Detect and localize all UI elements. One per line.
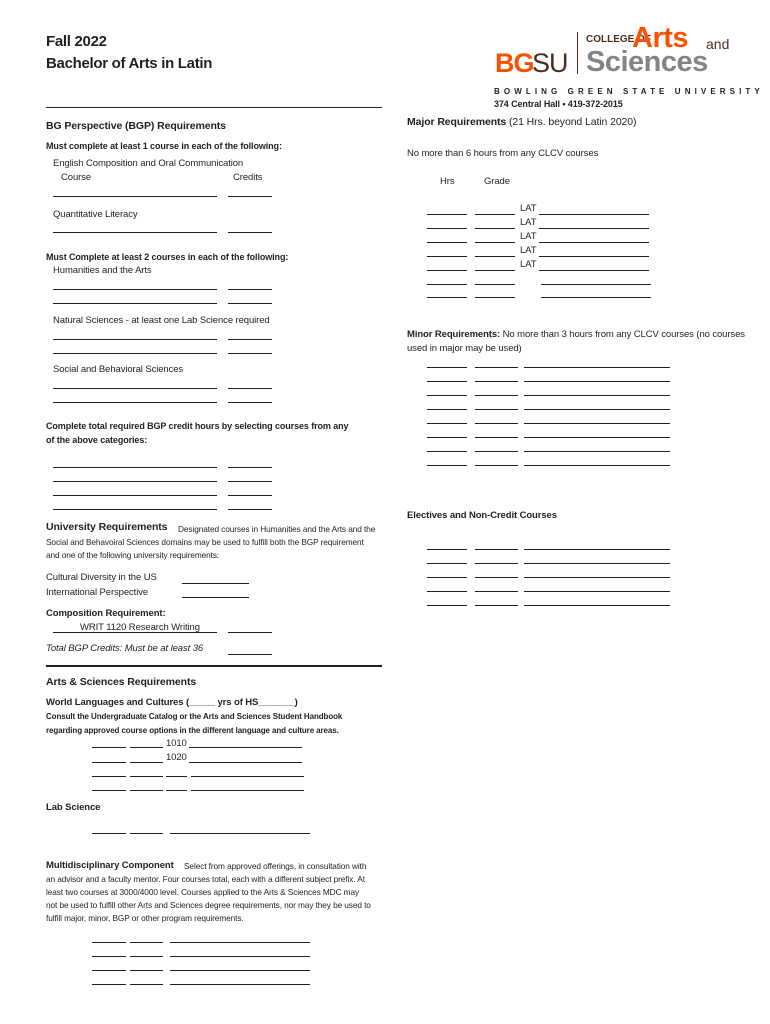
minor-hrs-line-6[interactable] <box>427 437 467 438</box>
any-course-line-3[interactable] <box>53 495 217 496</box>
any-credits-line-2[interactable] <box>228 481 272 482</box>
header-rule <box>46 107 382 108</box>
mdc-line-4: not be used to fulfill other Arts and Sciences degree requirements, nor may they be used to <box>46 900 371 910</box>
logo-arts: Arts <box>632 22 689 54</box>
mdc-line-1c[interactable] <box>170 942 310 943</box>
minor-grade-line-8[interactable] <box>475 465 518 466</box>
term-title: Fall 2022 <box>46 33 107 50</box>
consult-line-1: Consult the Undergraduate Catalog or the Arts and Sciences Student Handbook <box>46 712 343 721</box>
logo-university-name: BOWLING GREEN STATE UNIVERSITY <box>494 87 764 96</box>
major-hrs-line-4[interactable] <box>427 256 467 257</box>
elective-course-line-5[interactable] <box>524 605 670 606</box>
major-course-line-2[interactable] <box>539 228 649 229</box>
elective-course-line-4[interactable] <box>524 591 670 592</box>
elective-hrs-line-2[interactable] <box>427 563 467 564</box>
mdc-line-3a[interactable] <box>92 970 126 971</box>
logo-college-of: COLLEGE OF <box>586 34 651 45</box>
logo-sciences: Sciences <box>586 46 708 78</box>
mdc-title: Multidisciplinary Component <box>46 860 174 871</box>
major-hrs-line-3[interactable] <box>427 242 467 243</box>
mdc-line-4a[interactable] <box>92 984 126 985</box>
section-divider <box>46 665 382 667</box>
social-credits-line-2[interactable] <box>228 402 272 403</box>
minor-course-line-8[interactable] <box>524 465 670 466</box>
minor-grade-line-4[interactable] <box>475 409 518 410</box>
minor-course-line-2[interactable] <box>524 381 670 382</box>
natural-course-line-1[interactable] <box>53 339 217 340</box>
humanities-credits-line-1[interactable] <box>228 289 272 290</box>
international-label: International Perspective <box>46 587 149 598</box>
mdc-line-3b[interactable] <box>130 970 163 971</box>
minor-heading <box>407 329 745 340</box>
minor-course-line-3[interactable] <box>524 395 670 396</box>
lang-line-2b[interactable] <box>130 762 163 763</box>
minor-course-line-4[interactable] <box>524 409 670 410</box>
lab-line-a[interactable] <box>92 833 126 834</box>
minor-grade-line-3[interactable] <box>475 395 518 396</box>
major-grade-line-7[interactable] <box>475 297 515 298</box>
lang-line-2a[interactable] <box>92 762 126 763</box>
quant-course-line[interactable] <box>53 232 217 233</box>
mdc-line-5: fulfill major, minor, BGP or other program requirements. <box>46 913 244 923</box>
quant-label: Quantitative Literacy <box>53 209 138 220</box>
university-desc-2: Social and Behavoiral Sciences domains may be used to fulfill both the BGP requirement <box>46 537 364 547</box>
major-title: Major Requirements <box>407 116 507 128</box>
total-bgp-line[interactable] <box>228 654 272 655</box>
elective-grade-line-3[interactable] <box>475 577 518 578</box>
lang-line-2c[interactable] <box>189 762 302 763</box>
arts-sciences-title: Arts & Sciences Requirements <box>46 676 197 688</box>
elective-grade-line-5[interactable] <box>475 605 518 606</box>
consult-line-2: regarding approved course options in the different language and culture areas. <box>46 726 339 735</box>
major-hrs-line-2[interactable] <box>427 228 467 229</box>
lang-line-4b[interactable] <box>130 790 163 791</box>
mdc-line-4b[interactable] <box>130 984 163 985</box>
major-hours: (21 Hrs. beyond Latin 2020) <box>508 116 637 128</box>
natural-course-line-2[interactable] <box>53 353 217 354</box>
course-1020-label: 1020 <box>166 752 187 763</box>
lab-line-c[interactable] <box>170 833 310 834</box>
major-hrs-line-1[interactable] <box>427 214 467 215</box>
lang-line-4a[interactable] <box>92 790 126 791</box>
natural-credits-line-2[interactable] <box>228 353 272 354</box>
lang-line-1b[interactable] <box>130 747 163 748</box>
university-desc-1: Designated courses in Humanities and the Arts and the <box>178 524 376 534</box>
minor-note-1: No more than 3 hours from any CLCV courses (no courses <box>502 329 745 340</box>
elective-grade-line-1[interactable] <box>475 549 518 550</box>
elective-course-line-3[interactable] <box>524 577 670 578</box>
lang-line-3a[interactable] <box>92 776 126 777</box>
hrs-col-label: Hrs <box>440 176 455 187</box>
major-course-line-4[interactable] <box>539 256 649 257</box>
cultural-diversity-line[interactable] <box>182 583 249 584</box>
minor-course-line-6[interactable] <box>524 437 670 438</box>
elective-course-line-1[interactable] <box>524 549 670 550</box>
any-course-line-1[interactable] <box>53 467 217 468</box>
lang-line-3d[interactable] <box>191 776 304 777</box>
total-bgp-label: Total BGP Credits: Must be at least 36 <box>46 643 204 654</box>
social-course-line-2[interactable] <box>53 402 217 403</box>
english-comp-label: English Composition and Oral Communication <box>53 158 244 169</box>
minor-hrs-line-4[interactable] <box>427 409 467 410</box>
major-course-line-5[interactable] <box>539 270 649 271</box>
minor-note-2: used in major may be used) <box>407 343 522 354</box>
lang-line-4c[interactable] <box>166 790 187 791</box>
writ-1120-label: WRIT 1120 Research Writing <box>80 622 200 633</box>
minor-hrs-line-8[interactable] <box>427 465 467 466</box>
minor-course-line-7[interactable] <box>524 451 670 452</box>
minor-grade-line-5[interactable] <box>475 423 518 424</box>
minor-hrs-line-5[interactable] <box>427 423 467 424</box>
minor-course-line-1[interactable] <box>524 367 670 368</box>
minor-grade-line-7[interactable] <box>475 451 518 452</box>
lang-line-3b[interactable] <box>130 776 163 777</box>
natural-sciences-label: Natural Sciences - at least one Lab Science required <box>53 315 270 326</box>
address-line: 374 Central Hall • 419-372-2015 <box>494 99 623 109</box>
minor-title: Minor Requirements: <box>407 329 501 340</box>
elective-hrs-line-4[interactable] <box>427 591 467 592</box>
logo-bg: BG <box>495 48 534 78</box>
social-credits-line-1[interactable] <box>228 388 272 389</box>
complete-total-line-1: Complete total required BGP credit hours by selecting courses from any <box>46 421 349 431</box>
major-course-line-6[interactable] <box>541 284 651 285</box>
any-course-line-4[interactable] <box>53 509 217 510</box>
course-col-label: Course <box>61 172 92 183</box>
mdc-line-4c[interactable] <box>170 984 310 985</box>
mdc-line-3c[interactable] <box>170 970 310 971</box>
lang-line-3c[interactable] <box>166 776 187 777</box>
major-course-line-3[interactable] <box>539 242 649 243</box>
credits-col-label: Credits <box>233 172 263 183</box>
mdc-line-1: Select from approved offerings, in consultation with <box>184 861 367 871</box>
social-course-line-1[interactable] <box>53 388 217 389</box>
major-heading <box>407 117 636 128</box>
major-grade-line-3[interactable] <box>475 242 515 243</box>
minor-hrs-line-7[interactable] <box>427 451 467 452</box>
bgp-must-one: Must complete at least 1 course in each of the following: <box>46 141 282 151</box>
major-course-line-7[interactable] <box>541 297 651 298</box>
english-course-line[interactable] <box>53 196 217 197</box>
course-1010-label: 1010 <box>166 738 187 749</box>
logo-and: and <box>706 36 730 52</box>
university-title: University Requirements <box>46 521 168 533</box>
lab-science-label: Lab Science <box>46 802 101 813</box>
minor-hrs-line-2[interactable] <box>427 381 467 382</box>
mdc-line-2a[interactable] <box>92 956 126 957</box>
minor-hrs-line-3[interactable] <box>427 395 467 396</box>
major-prefix-2: LAT <box>520 217 537 228</box>
major-grade-line-5[interactable] <box>475 270 515 271</box>
minor-grade-line-2[interactable] <box>475 381 518 382</box>
elective-hrs-line-1[interactable] <box>427 549 467 550</box>
lang-line-1a[interactable] <box>92 747 126 748</box>
mdc-line-3: least two courses at 3000/4000 level. Courses applied to the Arts & Sciences MDC may <box>46 887 360 897</box>
major-prefix-3: LAT <box>520 231 537 242</box>
humanities-course-line-1[interactable] <box>53 289 217 290</box>
major-note: No more than 6 hours from any CLCV courses <box>407 148 599 159</box>
any-credits-line-4[interactable] <box>228 509 272 510</box>
lang-line-4d[interactable] <box>191 790 304 791</box>
social-sciences-label: Social and Behavioral Sciences <box>53 364 184 375</box>
any-credits-line-1[interactable] <box>228 467 272 468</box>
international-line[interactable] <box>182 597 249 598</box>
logo-su: SU <box>532 48 568 78</box>
mdc-line-1a[interactable] <box>92 942 126 943</box>
lab-line-b[interactable] <box>130 833 163 834</box>
mdc-line-2c[interactable] <box>170 956 310 957</box>
major-grade-line-4[interactable] <box>475 256 515 257</box>
composition-label: Composition Requirement: <box>46 608 166 619</box>
minor-grade-line-6[interactable] <box>475 437 518 438</box>
elective-grade-line-2[interactable] <box>475 563 518 564</box>
natural-credits-line-1[interactable] <box>228 339 272 340</box>
major-grade-line-2[interactable] <box>475 228 515 229</box>
english-credits-line[interactable] <box>228 196 272 197</box>
major-prefix-4: LAT <box>520 245 537 256</box>
quant-credits-line[interactable] <box>228 232 272 233</box>
logo-divider <box>577 32 578 74</box>
electives-title: Electives and Non-Credit Courses <box>407 510 557 521</box>
bgp-must-two: Must Complete at least 2 courses in each of the following: <box>46 252 289 262</box>
major-grade-line-6[interactable] <box>475 284 515 285</box>
elective-hrs-line-5[interactable] <box>427 605 467 606</box>
world-languages-label: World Languages and Cultures (_____ yrs of HS_______) <box>46 697 298 708</box>
mdc-line-2: an advisor and a faculty mentor. Four courses total, each with a different subject prefix. At <box>46 874 365 884</box>
major-hrs-line-6[interactable] <box>427 284 467 285</box>
major-grade-line-1[interactable] <box>475 214 515 215</box>
minor-hrs-line-1[interactable] <box>427 367 467 368</box>
humanities-credits-line-2[interactable] <box>228 303 272 304</box>
elective-course-line-2[interactable] <box>524 563 670 564</box>
minor-course-line-5[interactable] <box>524 423 670 424</box>
cultural-diversity-label: Cultural Diversity in the US <box>46 572 157 583</box>
mdc-line-2b[interactable] <box>130 956 163 957</box>
mdc-line-1b[interactable] <box>130 942 163 943</box>
humanities-course-line-2[interactable] <box>53 303 217 304</box>
university-desc-3: and one of the following university requirements: <box>46 550 220 560</box>
writ-course-line[interactable] <box>53 632 217 633</box>
major-prefix-5: LAT <box>520 259 537 270</box>
program-title: Bachelor of Arts in Latin <box>46 55 213 72</box>
grade-col-label: Grade <box>484 176 510 187</box>
major-prefix-1: LAT <box>520 203 537 214</box>
major-hrs-line-5[interactable] <box>427 270 467 271</box>
elective-grade-line-4[interactable] <box>475 591 518 592</box>
complete-total-line-2: of the above categories: <box>46 435 148 445</box>
any-course-line-2[interactable] <box>53 481 217 482</box>
lang-line-1c[interactable] <box>189 747 302 748</box>
bgp-title: BG Perspective (BGP) Requirements <box>46 120 226 132</box>
any-credits-line-3[interactable] <box>228 495 272 496</box>
minor-grade-line-1[interactable] <box>475 367 518 368</box>
writ-credits-line[interactable] <box>228 632 272 633</box>
major-hrs-line-7[interactable] <box>427 297 467 298</box>
humanities-label: Humanities and the Arts <box>53 265 152 276</box>
major-course-line-1[interactable] <box>539 214 649 215</box>
elective-hrs-line-3[interactable] <box>427 577 467 578</box>
